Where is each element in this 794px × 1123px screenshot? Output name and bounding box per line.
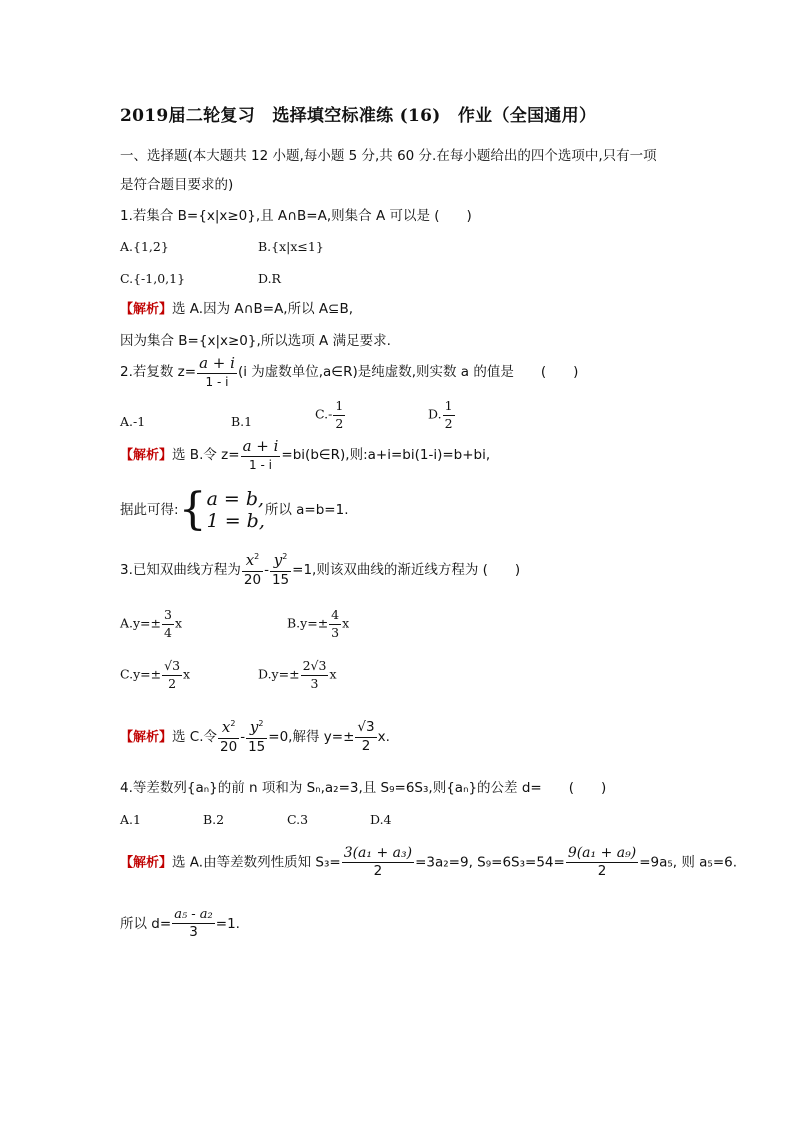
exponent: 2 xyxy=(230,719,236,728)
q3-option-d-den: 3 xyxy=(310,675,319,691)
q2-stem-prefix: 2.若复数 z= xyxy=(120,364,197,380)
q3-option-a-x: x xyxy=(174,615,183,631)
q3-option-c-x: x xyxy=(183,666,191,682)
q2-fraction xyxy=(197,356,237,388)
q3-option-b-den: 3 xyxy=(331,624,340,640)
q4-option-b: B.2 xyxy=(203,812,225,827)
q2-option-c xyxy=(315,400,346,430)
q3-frac-x-den: 20 xyxy=(243,571,262,588)
q3-stem-prefix: 3.已知双曲线方程为 xyxy=(120,562,241,578)
q4-d-prefix: 所以 d= xyxy=(120,915,172,932)
q3-option-b-x: x xyxy=(342,615,350,631)
analysis-label: 【解析】 xyxy=(120,448,173,463)
q3-solution: 【解析】选 C.令 $\frac{x^2}{20}$ - $\frac{y^2}{15}$ =0,解得 y=± $\frac{√3}{2}$ x. xyxy=(120,718,390,755)
q3-option-b-fraction xyxy=(329,609,341,639)
q4-solution-fraction-1 xyxy=(342,846,414,879)
q3-option-d-prefix: D.y=± xyxy=(258,666,300,682)
q3-option-a-num: 3 xyxy=(162,609,174,625)
q3-solution-root-num: √3 xyxy=(355,721,376,738)
var-x: x xyxy=(221,718,231,736)
q2-option-d-prefix: D. xyxy=(428,406,442,422)
q3-solution-frac-y xyxy=(246,720,267,754)
q2-solution-fraction-num: a + i xyxy=(242,437,279,455)
document-title: 2019届二轮复习 选择填空标准练 (16) 作业（全国通用） xyxy=(120,106,597,126)
q4-d-den: 3 xyxy=(189,924,198,940)
q3-stem: 3.已知双曲线方程为 $\frac{x^2}{20}$ - $\frac{y^2}{15}$ =1,则该双曲线的渐近线方程为 ( ) xyxy=(120,551,521,588)
q3-stem-suffix: =1,则该双曲线的渐近线方程为 ( ) xyxy=(292,562,521,578)
q2-stem xyxy=(120,356,578,388)
var-y: y xyxy=(249,718,259,736)
q1-solution-line1 xyxy=(120,301,353,318)
exponent: 2 xyxy=(282,552,288,561)
q2-solution-line2 xyxy=(120,484,349,535)
q2-option-d-fraction xyxy=(443,400,455,430)
q3-solution-suffix: x. xyxy=(377,729,390,745)
q3-option-c xyxy=(120,660,190,690)
section-intro-line2: 是符合题目要求的) xyxy=(120,177,234,193)
q3-solution-frac-x xyxy=(218,720,239,754)
q3-option-b-num: 4 xyxy=(329,609,341,625)
q2-solution-fraction xyxy=(241,439,281,471)
q2-option-d-den: 2 xyxy=(444,415,453,431)
var-x: x xyxy=(245,551,255,569)
q1-option-d: D.R xyxy=(258,271,281,286)
q1-solution-text: 选 A.因为 A∩B=A,所以 A⊆B, xyxy=(172,301,353,317)
q4-solution-fraction-2 xyxy=(566,846,638,879)
q4-option-d: D.4 xyxy=(370,812,392,827)
q2-option-d xyxy=(428,400,456,430)
q2-option-c-den: 2 xyxy=(335,415,344,431)
equation-row-2: 1 = b, xyxy=(206,510,265,532)
q4-fraction-1-den: 2 xyxy=(373,863,383,879)
q4-fraction-2-num: 9(a₁ + a₉) xyxy=(567,845,637,861)
q3-solution-mid: =0,解得 y=± xyxy=(268,729,355,745)
q3-option-d xyxy=(258,660,337,690)
q3-solution-frac-y-den: 15 xyxy=(248,738,266,755)
q4-d-suffix: =1. xyxy=(215,915,240,932)
q1-solution-line2: 因为集合 B={x|x≥0},所以选项 A 满足要求. xyxy=(120,333,391,349)
q1-stem: 1.若集合 B={x|x≥0},且 A∩B=A,则集合 A 可以是 ( ) xyxy=(120,208,472,224)
q3-option-d-x: x xyxy=(329,666,337,682)
q3-option-c-fraction xyxy=(162,660,182,690)
q2-option-c-fraction xyxy=(333,400,345,430)
analysis-label: 【解析】 xyxy=(120,302,173,317)
q2-option-d-num: 1 xyxy=(443,400,455,416)
q2-fraction-denominator: 1 - i xyxy=(205,375,229,389)
q2-option-c-num: 1 xyxy=(333,400,345,416)
q2-stem-suffix: (i 为虚数单位,a∈R)是纯虚数,则实数 a 的值是 ( ) xyxy=(237,364,579,380)
q3-solution-root-fraction xyxy=(355,721,376,753)
q4-solution-mid: =3a₂=9, S₉=6S₃=54= xyxy=(415,854,565,871)
q2-solution-suffix: =bi(b∈R),则:a+i=bi(1-i)=b+bi, xyxy=(281,447,491,463)
q3-option-c-num: √3 xyxy=(162,660,182,676)
q4-stem: 4.等差数列{aₙ}的前 n 项和为 Sₙ,a₂=3,且 S₉=6S₃,则{aₙ}的公差 d= ( ) xyxy=(120,780,607,796)
q3-solution-frac-x-num xyxy=(218,720,239,739)
q4-solution-suffix: =9a₅, 则 a₅=6. xyxy=(639,854,738,871)
q3-option-b xyxy=(287,609,349,639)
q1-option-a: A.{1,2} xyxy=(120,239,169,254)
exponent: 2 xyxy=(258,719,264,728)
q4-d-fraction xyxy=(172,908,215,940)
q1-option-c: C.{-1,0,1} xyxy=(120,271,186,286)
q2-system-suffix: 所以 a=b=1. xyxy=(264,502,349,518)
q3-solution-root-den: 2 xyxy=(361,737,371,754)
q3-option-c-den: 2 xyxy=(168,675,177,691)
exponent: 2 xyxy=(254,552,260,561)
q3-option-a-fraction xyxy=(162,609,174,639)
q2-option-c-prefix: C.- xyxy=(315,406,333,422)
q3-option-d-num: 2√3 xyxy=(301,660,329,676)
analysis-label: 【解析】 xyxy=(120,855,173,871)
section-intro-line1: 一、选择题(本大题共 12 小题,每小题 5 分,共 60 分.在每小题给出的四个选项中,只有一项 xyxy=(120,148,657,164)
q3-option-a xyxy=(120,609,182,639)
q3-option-a-den: 4 xyxy=(164,624,172,640)
q2-option-a: A.-1 xyxy=(120,414,146,429)
q3-frac-y-den: 15 xyxy=(271,571,290,588)
q2-solution-line1 xyxy=(120,439,490,471)
q3-frac-x xyxy=(242,553,263,587)
q1-option-b: B.{x|x≤1} xyxy=(258,239,324,254)
q2-fraction-numerator: a + i xyxy=(199,354,235,372)
q4-fraction-1-num: 3(a₁ + a₃) xyxy=(343,845,413,861)
q3-option-d-fraction xyxy=(301,660,329,690)
brace-symbol: { xyxy=(178,484,207,535)
q3-frac-y xyxy=(270,553,291,587)
q4-option-a: A.1 xyxy=(120,812,141,827)
q3-solution-frac-x-den: 20 xyxy=(220,738,238,755)
q2-option-b: B.1 xyxy=(231,414,253,429)
q2-system-prefix: 据此可得: xyxy=(120,502,179,518)
q2-solution-prefix: 选 B.令 z= xyxy=(172,447,240,463)
q3-frac-x-num xyxy=(242,553,263,572)
q3-option-b-prefix: B.y=± xyxy=(287,615,329,631)
q4-solution-line2 xyxy=(120,908,240,940)
analysis-label: 【解析】 xyxy=(120,730,173,745)
q4-solution-line1 xyxy=(120,846,737,879)
q4-d-num: a₅ - a₂ xyxy=(174,907,213,922)
equation-system xyxy=(207,488,265,532)
q3-option-c-prefix: C.y=± xyxy=(120,666,162,682)
q4-option-c: C.3 xyxy=(287,812,309,827)
q3-frac-y-num xyxy=(270,553,291,572)
q4-solution-prefix: 选 A.由等差数列性质知 S₃= xyxy=(172,854,341,871)
q2-solution-fraction-den: 1 - i xyxy=(249,458,272,472)
q4-fraction-2-den: 2 xyxy=(597,863,607,879)
equation-row-1: a = b, xyxy=(206,488,265,510)
q3-solution-frac-y-num xyxy=(246,720,267,739)
var-y: y xyxy=(273,551,283,569)
q3-option-a-prefix: A.y=± xyxy=(120,615,162,631)
q3-solution-prefix: 选 C.令 xyxy=(172,729,218,745)
